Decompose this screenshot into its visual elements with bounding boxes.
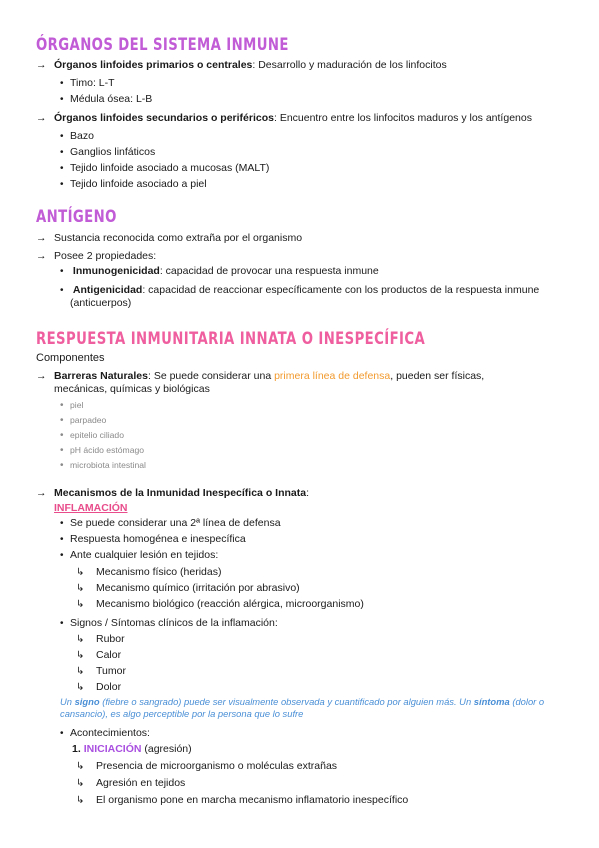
note-sintoma: síntoma bbox=[473, 696, 510, 707]
subarrow-icon: ↳ bbox=[76, 682, 85, 693]
arrow-icon: → bbox=[36, 59, 47, 71]
subarrow-icon: ↳ bbox=[76, 567, 85, 578]
sub-text: El organismo pone en marcha mecanismo inflamatorio inespecífico bbox=[96, 794, 409, 806]
iniciacion-number: 1. bbox=[72, 743, 81, 755]
inflamacion-label: INFLAMACIÓN bbox=[54, 502, 128, 514]
sub-text: Tumor bbox=[96, 665, 126, 677]
list-item: • Bazo bbox=[60, 130, 94, 143]
secundarios-rest: : Encuentro entre los linfocitos maduros y los antígenos bbox=[273, 112, 532, 124]
iniciacion-rest: (agresión) bbox=[141, 743, 192, 755]
iniciacion-line bbox=[72, 743, 192, 756]
list-item: • Ganglios linfáticos bbox=[60, 146, 155, 159]
list-item: • Acontecimientos: bbox=[60, 727, 150, 740]
heading-organos: ÓRGANOS DEL SISTEMA INMUNE bbox=[36, 35, 289, 55]
list-item: • parpadeo bbox=[60, 414, 106, 427]
sub-list-item bbox=[76, 760, 337, 773]
list-item: • pH ácido estómago bbox=[60, 444, 144, 457]
primarios-rest: : Desarrollo y maduración de los linfocitos bbox=[252, 59, 447, 71]
list-item: • Tejido linfoide asociado a piel bbox=[60, 178, 207, 191]
arrow-icon: → bbox=[36, 370, 47, 382]
list-item: • Médula ósea: L-B bbox=[60, 93, 152, 106]
sub-text: Dolor bbox=[96, 681, 122, 693]
list-item: • Se puede considerar una 2ª línea de defensa bbox=[60, 517, 281, 530]
list-item: • Signos / Síntomas clínicos de la inflamación: bbox=[60, 617, 278, 630]
heading-antigeno: ANTÍGENO bbox=[36, 207, 117, 227]
barreras-line2: mecánicas, químicas y biológicas bbox=[54, 383, 210, 395]
note-text: (dolor o bbox=[509, 696, 545, 707]
list-item: • epitelio ciliado bbox=[60, 429, 124, 442]
sub-list-item bbox=[76, 665, 126, 678]
signo-sintoma-note-line2: cansancio), es algo perceptible por la persona que lo sufre bbox=[60, 708, 304, 719]
heading-respuesta: RESPUESTA INMUNITARIA INNATA O INESPECÍFICA bbox=[36, 329, 426, 349]
sub-text: Presencia de microorganismo o moléculas extrañas bbox=[96, 760, 338, 772]
inmuno-bold: Inmunogenicidad bbox=[72, 265, 160, 277]
barreras-rest1: : Se puede considerar una bbox=[147, 370, 275, 382]
subarrow-icon: ↳ bbox=[76, 795, 85, 806]
sub-list-item bbox=[76, 633, 125, 646]
sub-text: Calor bbox=[96, 649, 122, 661]
list-item: • Respuesta homogénea e inespecífica bbox=[60, 533, 246, 546]
componentes-label: Componentes bbox=[36, 352, 105, 364]
barreras-highlight: primera línea de defensa bbox=[274, 370, 391, 382]
list-item bbox=[60, 265, 379, 278]
mecanismos-colon: : bbox=[306, 487, 309, 499]
primarios-bold: Órganos linfoides primarios o centrales bbox=[54, 59, 253, 71]
list-item bbox=[60, 284, 539, 297]
note-text: Un bbox=[60, 696, 75, 707]
mecanismos-line bbox=[36, 487, 309, 500]
list-item: • piel bbox=[60, 399, 83, 412]
sub-text: Mecanismo físico (heridas) bbox=[96, 566, 222, 578]
note-signo: signo bbox=[74, 696, 100, 707]
antigeno-line2 bbox=[36, 250, 156, 263]
sub-text: Rubor bbox=[96, 633, 125, 645]
note-text: (fiebre o sangrado) puede ser visualmente observada y cuantificado por alguien más. Un bbox=[99, 696, 474, 707]
subarrow-icon: ↳ bbox=[76, 634, 85, 645]
barreras-rest2: , pueden ser físicas, bbox=[390, 370, 485, 382]
list-item: • Timo: L-T bbox=[60, 77, 115, 90]
arrow-icon: → bbox=[36, 112, 47, 124]
list-item: • microbiota intestinal bbox=[60, 459, 146, 472]
barreras-bold: Barreras Naturales bbox=[54, 370, 148, 382]
antig-rest: : capacidad de reaccionar específicamente con los productos de la respuesta inmune bbox=[142, 284, 540, 296]
subarrow-icon: ↳ bbox=[76, 583, 85, 594]
sub-list-item bbox=[76, 777, 185, 790]
subarrow-icon: ↳ bbox=[76, 650, 85, 661]
arrow-icon: → bbox=[36, 232, 47, 244]
sub-list-item bbox=[76, 598, 364, 611]
sub-text: Mecanismo químico (irritación por abrasivo) bbox=[96, 582, 300, 594]
antigeno-line1 bbox=[36, 232, 302, 245]
list-item: • Tejido linfoide asociado a mucosas (MALT) bbox=[60, 162, 269, 175]
signo-sintoma-note bbox=[60, 696, 544, 708]
primarios-line bbox=[36, 59, 447, 72]
sub-list-item bbox=[76, 566, 221, 579]
subarrow-icon: ↳ bbox=[76, 778, 85, 789]
arrow-icon: → bbox=[36, 487, 47, 499]
sub-text: Agresión en tejidos bbox=[96, 777, 186, 789]
list-item: • Ante cualquier lesión en tejidos: bbox=[60, 549, 218, 562]
subarrow-icon: ↳ bbox=[76, 666, 85, 677]
sub-list-item bbox=[76, 582, 300, 595]
subarrow-icon: ↳ bbox=[76, 599, 85, 610]
antig-rest-line2: (anticuerpos) bbox=[70, 297, 132, 309]
barreras-line bbox=[36, 370, 484, 383]
iniciacion-label: INICIACIÓN bbox=[83, 743, 142, 755]
arrow-icon: → bbox=[36, 250, 47, 262]
inmuno-rest: : capacidad de provocar una respuesta inmune bbox=[159, 265, 379, 277]
antigeno-props: Posee 2 propiedades: bbox=[54, 250, 157, 262]
antig-bold: Antigenicidad bbox=[72, 284, 143, 296]
subarrow-icon: ↳ bbox=[76, 761, 85, 772]
sub-list-item bbox=[76, 649, 121, 662]
secundarios-line bbox=[36, 112, 532, 125]
antigeno-def: Sustancia reconocida como extraña por el organismo bbox=[54, 232, 303, 244]
sub-text: Mecanismo biológico (reacción alérgica, microorganismo) bbox=[96, 598, 364, 610]
sub-list-item bbox=[76, 794, 408, 807]
sub-list-item bbox=[76, 681, 121, 694]
secundarios-bold: Órganos linfoides secundarios o periféricos bbox=[54, 112, 274, 124]
mecanismos-bold: Mecanismos de la Inmunidad Inespecífica o Innata bbox=[54, 487, 307, 499]
